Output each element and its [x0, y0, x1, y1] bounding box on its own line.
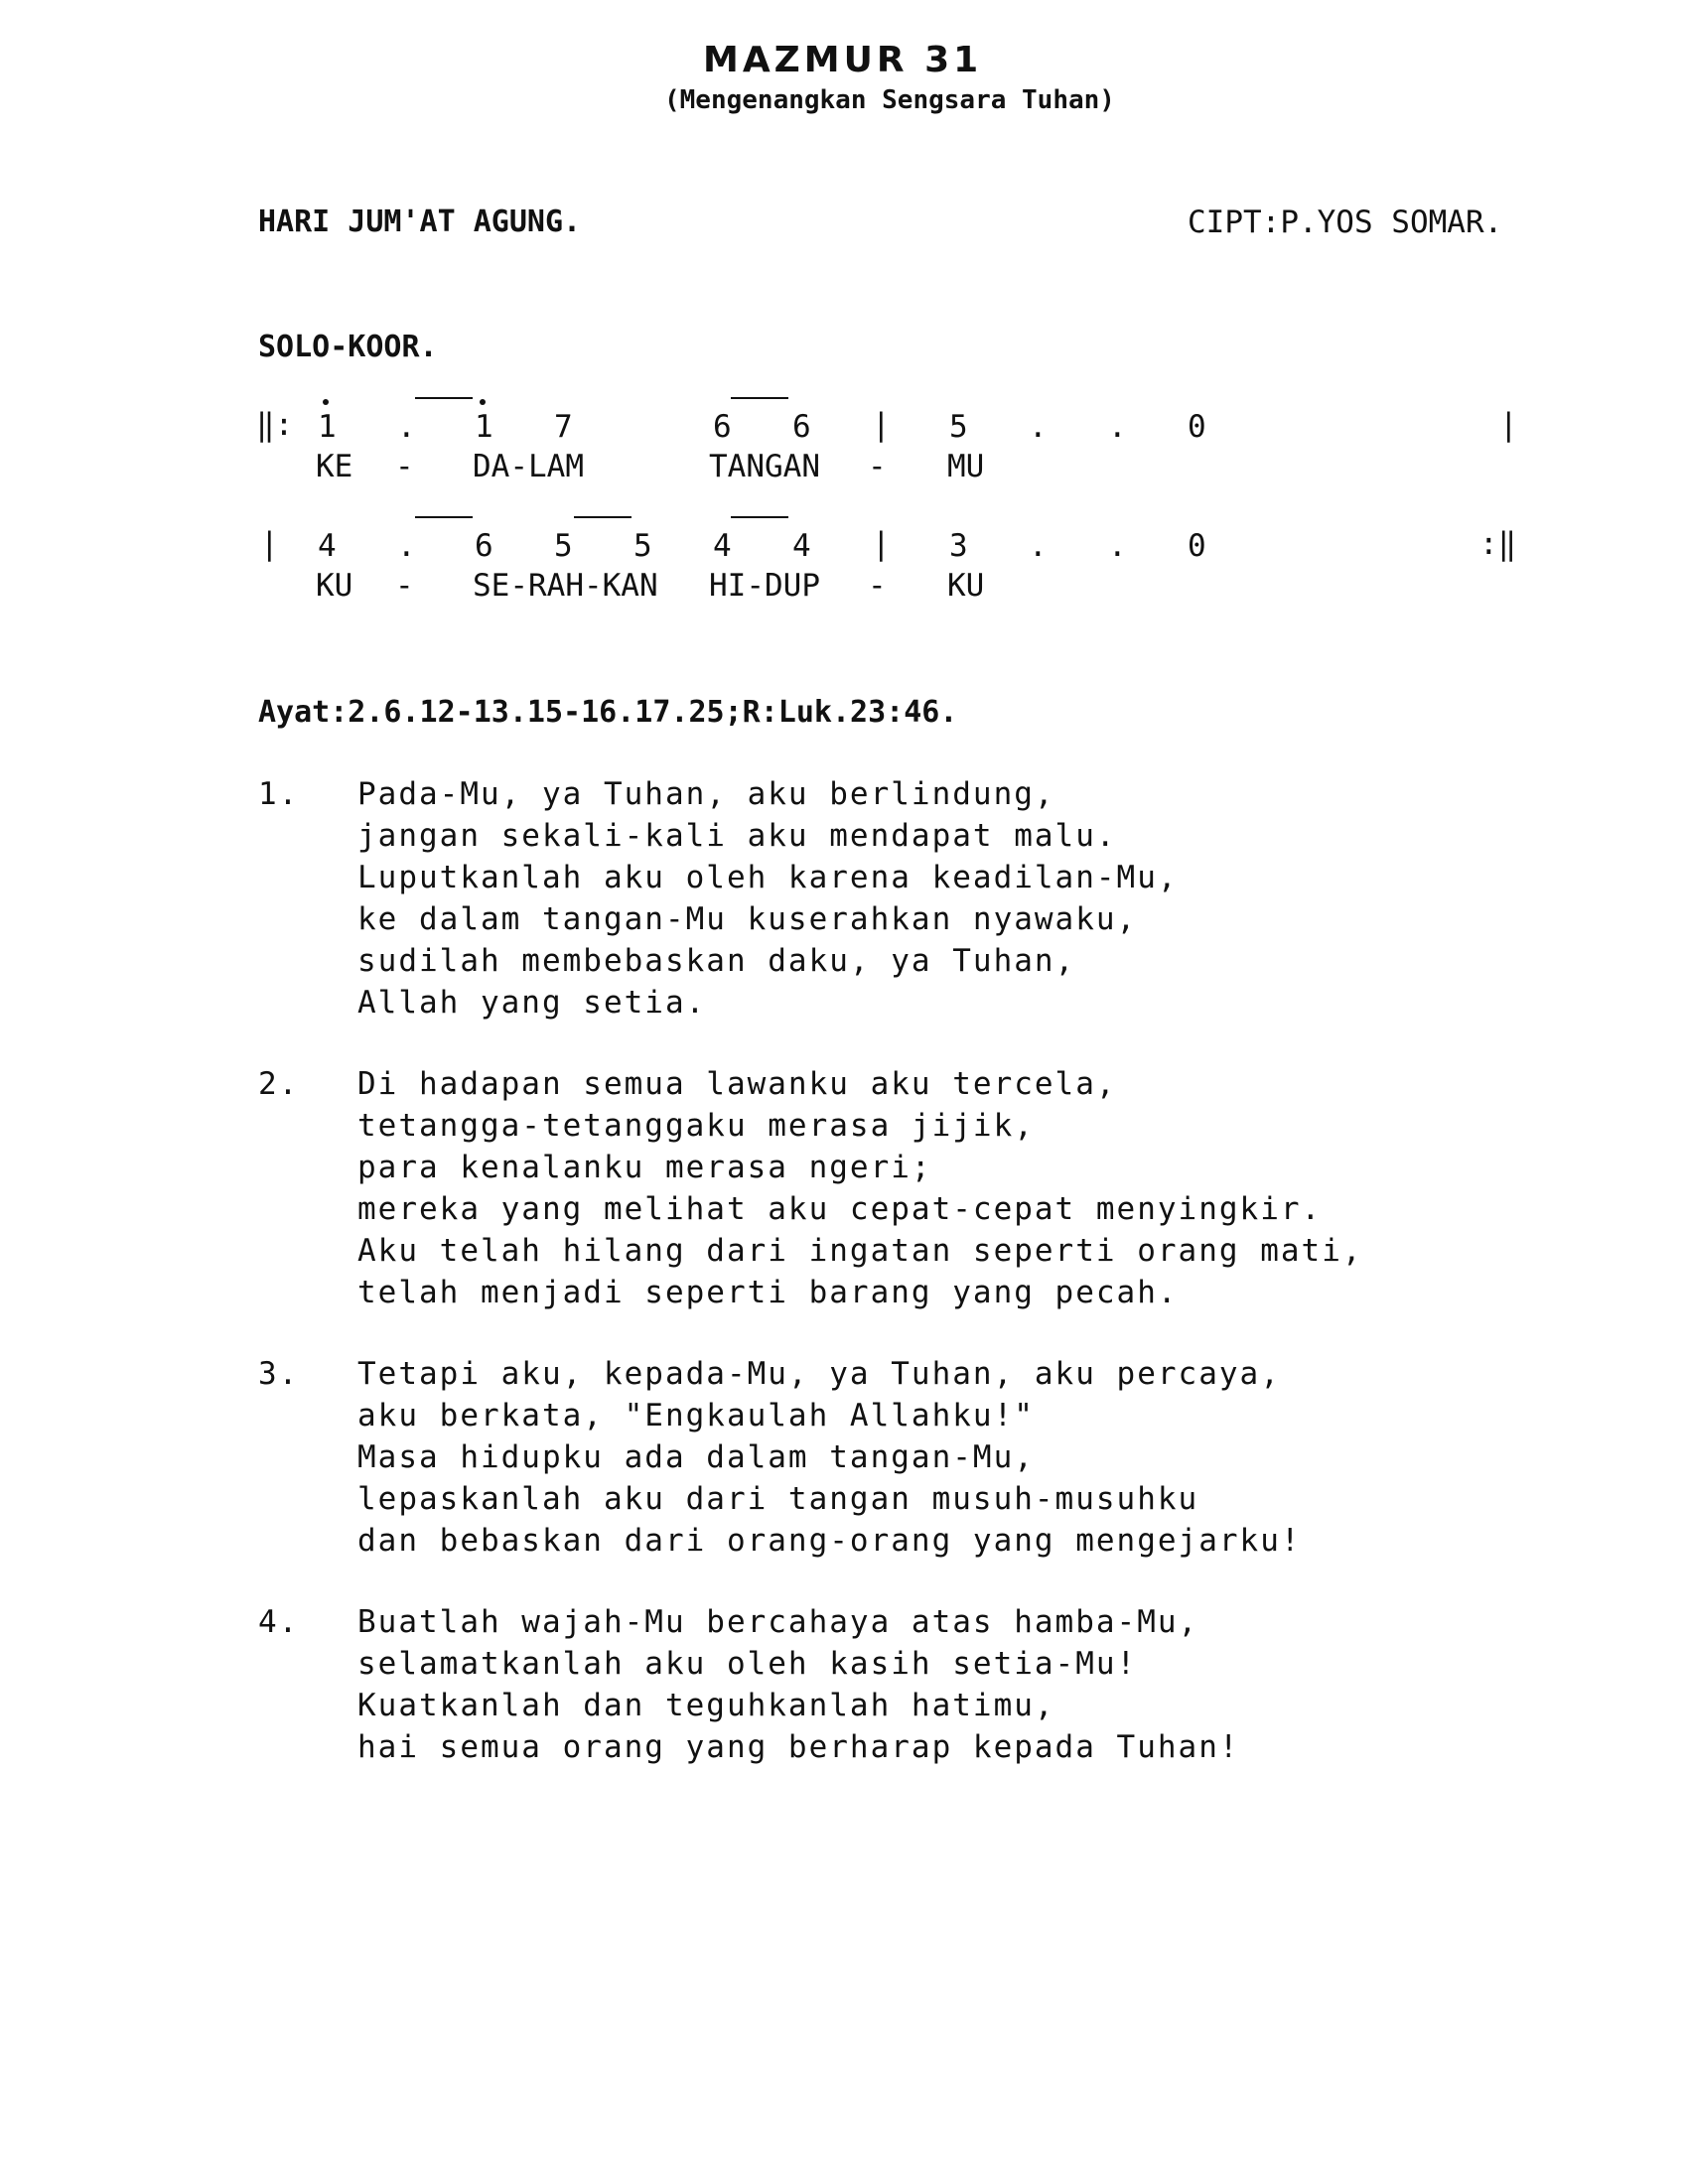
note: 5: [949, 409, 968, 445]
note: .: [1108, 409, 1127, 445]
verse-number: 1.: [258, 776, 300, 812]
verse-line: telah menjadi seperti barang yang pecah.: [357, 1275, 1179, 1310]
note: 4: [318, 528, 337, 564]
page-title: MAZMUR 31: [703, 40, 983, 80]
verse-number: 2.: [258, 1066, 300, 1102]
note: 6: [713, 409, 732, 445]
verse-line: Luputkanlah aku oleh karena keadilan-Mu,: [357, 860, 1179, 895]
verse-line: dan bebaskan dari orang-orang yang mengejarku!: [357, 1523, 1302, 1559]
verse-line: sudilah membebaskan daku, ya Tuhan,: [357, 943, 1076, 979]
beam-line: [415, 397, 473, 399]
note: 4: [792, 528, 811, 564]
verse-line: Allah yang setia.: [357, 985, 707, 1021]
barline: |: [1499, 407, 1518, 443]
note: .: [1108, 528, 1127, 564]
note: .: [397, 409, 416, 445]
note: 5: [633, 528, 652, 564]
lyric: DA-LAM: [473, 449, 584, 484]
verse-line: Buatlah wajah-Mu bercahaya atas hamba-Mu,: [357, 1604, 1199, 1640]
verse-line: Masa hidupku ada dalam tangan-Mu,: [357, 1439, 1035, 1475]
beam-line: [731, 397, 788, 399]
note: 6: [792, 409, 811, 445]
note: .: [1029, 409, 1048, 445]
verse-line: tetangga-tetanggaku merasa jijik,: [357, 1108, 1035, 1144]
verse-line: mereka yang melihat aku cepat-cepat menyingkir.: [357, 1191, 1323, 1227]
lyric: -: [868, 449, 887, 484]
verse-line: aku berkata, "Engkaulah Allahku!": [357, 1398, 1035, 1433]
verse-line: Tetapi aku, kepada-Mu, ya Tuhan, aku percaya,: [357, 1356, 1281, 1392]
note: .: [1029, 528, 1048, 564]
beam-line: [574, 516, 632, 518]
note: 0: [1188, 409, 1206, 445]
lyric: MU: [947, 449, 985, 484]
verse-line: Di hadapan semua lawanku aku tercela,: [357, 1066, 1117, 1102]
verse-line: Kuatkanlah dan teguhkanlah hatimu,: [357, 1688, 1055, 1723]
composer-credit: CIPT:P.YOS SOMAR.: [1188, 205, 1503, 240]
note: 4: [713, 528, 732, 564]
lyric: -: [395, 449, 414, 484]
repeat-start-sign: ‖:: [256, 407, 294, 443]
voicing-label: SOLO-KOOR.: [258, 330, 438, 364]
octave-dot: [323, 399, 329, 405]
verse-line: Pada-Mu, ya Tuhan, aku berlindung,: [357, 776, 1055, 812]
lyric: KU: [316, 568, 353, 604]
barline: |: [872, 407, 891, 443]
note: 6: [475, 528, 493, 564]
lyric: HI-DUP: [709, 568, 820, 604]
note: 7: [554, 409, 573, 445]
beam-line: [415, 516, 473, 518]
lyric: TANGAN: [709, 449, 820, 484]
lyric: SE-RAH-KAN: [473, 568, 658, 604]
lyric: -: [395, 568, 414, 604]
lyric: KE: [316, 449, 353, 484]
page-subtitle: (Mengenangkan Sengsara Tuhan): [664, 85, 1115, 115]
octave-dot: [480, 399, 486, 405]
occasion-label: HARI JUM'AT AGUNG.: [258, 205, 582, 239]
verse-number: 3.: [258, 1356, 300, 1392]
verse-line: lepaskanlah aku dari tangan musuh-musuhku: [357, 1481, 1199, 1517]
verse-line: para kenalanku merasa ngeri;: [357, 1150, 932, 1185]
verse-line: jangan sekali-kali aku mendapat malu.: [357, 818, 1117, 854]
verse-line: hai semua orang yang berharap kepada Tuhan!: [357, 1729, 1240, 1765]
verse-line: selamatkanlah aku oleh kasih setia-Mu!: [357, 1646, 1138, 1682]
note: 3: [949, 528, 968, 564]
lyric: -: [868, 568, 887, 604]
verse-line: Aku telah hilang dari ingatan seperti orang mati,: [357, 1233, 1363, 1269]
note: 1: [318, 409, 337, 445]
verse-line: ke dalam tangan-Mu kuserahkan nyawaku,: [357, 901, 1138, 937]
lyric: KU: [947, 568, 985, 604]
note: 1: [475, 409, 493, 445]
note: .: [397, 528, 416, 564]
beam-line: [731, 516, 788, 518]
repeat-end-sign: :‖: [1479, 526, 1517, 562]
verse-reference: Ayat:2.6.12-13.15-16.17.25;R:Luk.23:46.: [258, 695, 958, 730]
verse-number: 4.: [258, 1604, 300, 1640]
note: 5: [554, 528, 573, 564]
barline: |: [260, 526, 279, 562]
barline: |: [872, 526, 891, 562]
note: 0: [1188, 528, 1206, 564]
